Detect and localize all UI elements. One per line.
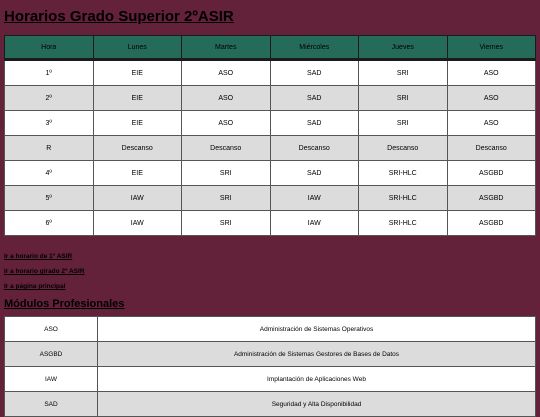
module-code: IAW: [5, 367, 98, 392]
page-title: Horarios Grado Superior 2ºASIR: [4, 8, 234, 25]
table-cell: 6º: [5, 211, 94, 236]
table-row: [5, 186, 536, 211]
table-row: [5, 367, 536, 392]
table-row: [5, 136, 536, 161]
table-cell: ASO: [182, 111, 271, 136]
table-cell: ASO: [182, 60, 271, 86]
header-jueves: Jueves: [359, 36, 448, 60]
table-cell: ASGBD: [447, 161, 536, 186]
table-cell: SAD: [270, 111, 359, 136]
table-cell: ASO: [447, 111, 536, 136]
header-lunes: Lunes: [93, 36, 182, 60]
table-cell: EIE: [93, 86, 182, 111]
header-miercoles: Miércoles: [270, 36, 359, 60]
table-cell: IAW: [270, 211, 359, 236]
table-cell: ASO: [182, 86, 271, 111]
link-horario-1-asir[interactable]: Ir a horario de 1º ASIR: [4, 253, 73, 260]
table-cell: SRI: [182, 161, 271, 186]
table-row: [5, 342, 536, 367]
table-cell: R: [5, 136, 94, 161]
table-row: [5, 317, 536, 342]
table-cell: Descanso: [270, 136, 359, 161]
table-cell: Descanso: [182, 136, 271, 161]
table-cell: IAW: [93, 211, 182, 236]
table-cell: ASGBD: [447, 186, 536, 211]
table-row: [5, 392, 536, 417]
table-cell: ASO: [447, 86, 536, 111]
table-row: [5, 60, 536, 86]
table-row: [5, 86, 536, 111]
link-horario-girado-2-asir[interactable]: Ir a horario girado 2º ASIR: [4, 268, 85, 275]
header-viernes: Viernes: [447, 36, 536, 60]
table-cell: IAW: [93, 186, 182, 211]
table-cell: ASO: [447, 60, 536, 86]
table-cell: Descanso: [93, 136, 182, 161]
table-cell: EIE: [93, 111, 182, 136]
table-cell: ASGBD: [447, 211, 536, 236]
table-cell: SRI: [182, 211, 271, 236]
module-name: Seguridad y Alta Disponibilidad: [98, 392, 536, 417]
module-code: SAD: [5, 392, 98, 417]
schedule-table: [4, 35, 536, 236]
table-cell: 5º: [5, 186, 94, 211]
table-cell: EIE: [93, 60, 182, 86]
link-pagina-principal[interactable]: Ir a página principal: [4, 283, 66, 290]
table-cell: 4º: [5, 161, 94, 186]
table-cell: SRI: [182, 186, 271, 211]
table-cell: SRI-HLC: [359, 211, 448, 236]
module-code: ASGBD: [5, 342, 98, 367]
table-cell: SAD: [270, 60, 359, 86]
table-row: [5, 111, 536, 136]
module-code: ASO: [5, 317, 98, 342]
modules-title: Módulos Profesionales: [4, 298, 125, 310]
schedule-header-row: [5, 36, 536, 60]
modules-table: [4, 316, 536, 417]
module-name: Implantación de Aplicaciones Web: [98, 367, 536, 392]
table-cell: Descanso: [447, 136, 536, 161]
header-hora: Hora: [5, 36, 94, 60]
table-cell: IAW: [270, 186, 359, 211]
module-name: Administración de Sistemas Gestores de Bases de Datos: [98, 342, 536, 367]
table-cell: SRI: [359, 111, 448, 136]
table-cell: SAD: [270, 86, 359, 111]
table-cell: SRI-HLC: [359, 161, 448, 186]
header-martes: Martes: [182, 36, 271, 60]
table-cell: 1º: [5, 60, 94, 86]
table-cell: SRI: [359, 60, 448, 86]
table-row: [5, 161, 536, 186]
table-row: [5, 211, 536, 236]
table-cell: SRI: [359, 86, 448, 111]
table-cell: Descanso: [359, 136, 448, 161]
table-cell: 3º: [5, 111, 94, 136]
table-cell: SAD: [270, 161, 359, 186]
navigation-links: [4, 249, 536, 294]
table-cell: 2º: [5, 86, 94, 111]
table-cell: EIE: [93, 161, 182, 186]
module-name: Administración de Sistemas Operativos: [98, 317, 536, 342]
table-cell: SRI-HLC: [359, 186, 448, 211]
